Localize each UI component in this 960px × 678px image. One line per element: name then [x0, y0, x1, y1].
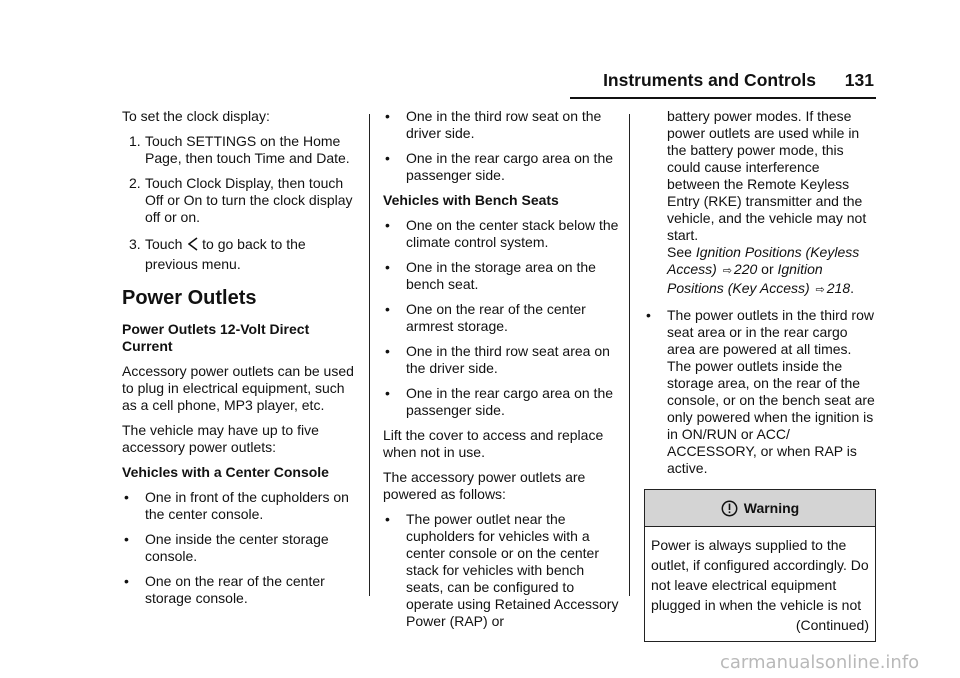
page-ref-icon: ⇨ — [815, 284, 825, 296]
xref-key-access[interactable]: Ignition Positions (Key Access) — [667, 261, 823, 296]
power-outlets-subtitle: Power Outlets 12-Volt Direct Current — [122, 321, 310, 354]
column-divider-2 — [629, 114, 630, 596]
step-1-text: Touch SETTINGS on the Home Page, then touch Time and Date. — [145, 133, 350, 166]
continued-label: (Continued) — [795, 617, 869, 633]
list-item: • The power outlet near the cupholders for vehicles with a center console or on the center stack for vehicles with bench seats, can be configured to operate using Retained Accessory Power (RAP) or — [385, 511, 619, 629]
list-item: • One on the rear of the center storage console. — [124, 573, 325, 606]
step-3: 3. Touch to go back to the previous menu. — [129, 236, 306, 272]
list-item: • One in the third row seat area on the driver side. — [385, 343, 610, 376]
paragraph-accessory: Accessory power outlets can be used to plug in electrical equipment, such as a cell phone, MP3 player, etc. — [122, 363, 354, 413]
list-item: • One in the storage area on the bench seat. — [385, 259, 596, 292]
column-2 — [383, 108, 619, 638]
warning-title: Warning — [743, 499, 800, 516]
console-heading: Vehicles with a Center Console — [122, 464, 329, 480]
list-item: • One on the rear of the center armrest storage. — [385, 301, 586, 334]
xref-keyless-access[interactable]: Ignition Positions (Keyless Access) — [667, 244, 860, 277]
warning-body — [645, 527, 875, 641]
paragraph-count: The vehicle may have up to five accessory power outlets: — [122, 422, 319, 455]
step-2: 2. Touch Clock Display, then touch Off or On to turn the clock display off or on. — [129, 175, 353, 225]
page-header — [570, 70, 876, 100]
list-item: • One in the third row seat on the driver side. — [385, 108, 602, 141]
list-item: • One in front of the cupholders on the center console. — [124, 489, 349, 522]
power-outlets-title: Power Outlets — [122, 287, 257, 309]
section-title: Instruments and Controls — [603, 70, 816, 90]
back-icon — [188, 237, 198, 251]
paragraph-powered: The accessory power outlets are powered as follows: — [383, 469, 586, 502]
clock-intro: To set the clock display: — [122, 108, 270, 124]
list-item: • One in the rear cargo area on the passenger side. — [385, 150, 614, 183]
list-item: • One on the center stack below the climate control system. — [385, 217, 619, 250]
list-item-continued: battery power modes. If these power outlets are used while in the battery power mode, this could cause interference between the Remote Keyless Entry (RKE) transmitter and the vehicle, and the vehicle may not start. See Ignition Positions (Keyless Access) ⇨ 220 or Ignition Positions (Key Access) ⇨ 218. — [667, 108, 867, 296]
column-1 — [122, 108, 358, 615]
warning-icon — [721, 500, 738, 517]
paragraph-lift: Lift the cover to access and replace when not in use. — [383, 427, 604, 460]
page-number: 131 — [844, 70, 874, 90]
list-item: • One inside the center storage console. — [124, 531, 329, 564]
watermark: carmanualsonline.info — [720, 652, 920, 673]
warning-text: Power is always supplied to the outlet, if configured accordingly. Do not leave electrical equipment plugged in when the vehicle is not — [651, 537, 869, 613]
warning-box — [644, 489, 876, 642]
column-divider-1 — [369, 114, 370, 596]
warning-header — [645, 490, 875, 527]
header-rule — [570, 97, 876, 99]
column-3 — [644, 108, 876, 642]
step-1: 1. Touch SETTINGS on the Home Page, then touch Time and Date. — [129, 133, 350, 166]
step-2-text: Touch Clock Display, then touch Off or On to turn the clock display off or on. — [145, 175, 353, 225]
list-item: • One in the rear cargo area on the passenger side. — [385, 385, 614, 418]
page-ref-icon: ⇨ — [722, 265, 732, 277]
list-item: • The power outlets in the third row seat area or in the rear cargo area are powered at all times. The power outlets inside the storage area, on the rear of the console, or on the bench seat are only powered when the ignition is in ON/RUN or ACC/ ACCESSORY, or when RAP is active. — [646, 307, 875, 476]
bench-heading: Vehicles with Bench Seats — [383, 192, 559, 208]
